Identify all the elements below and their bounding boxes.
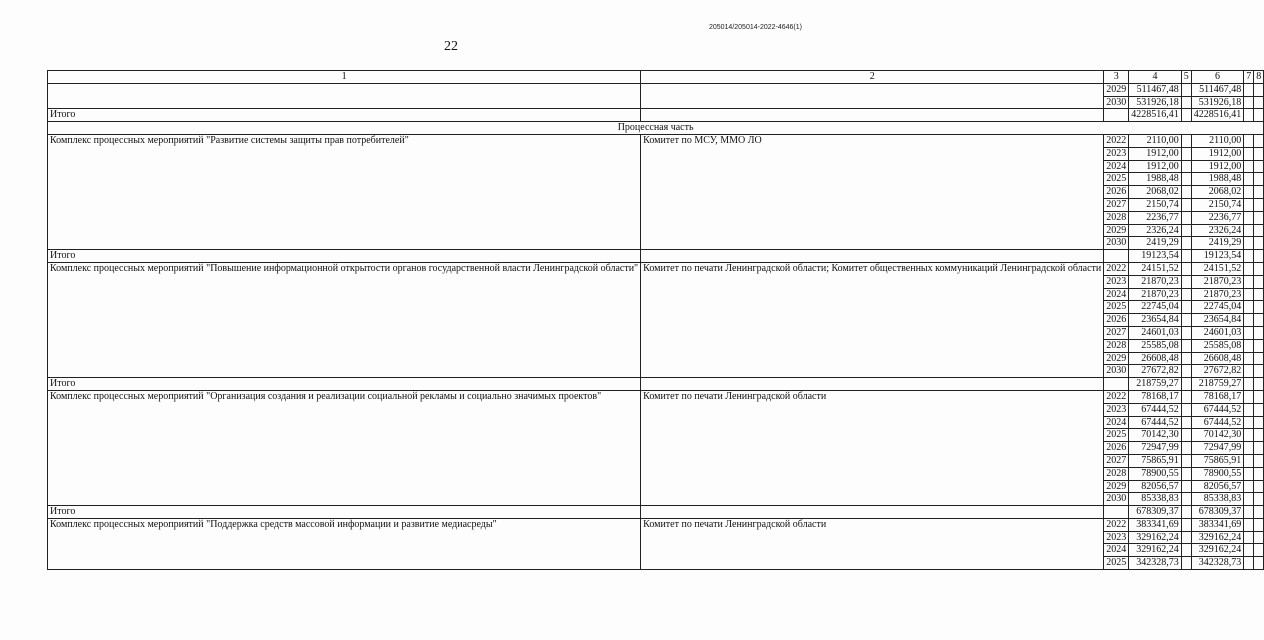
empty-cell	[1254, 557, 1264, 570]
empty-cell	[1181, 442, 1191, 455]
value-col6-cell: 21870,23	[1191, 288, 1244, 301]
value-col4-cell: 2068,02	[1129, 186, 1182, 199]
empty-cell	[1181, 275, 1191, 288]
value-col4-cell: 85338,83	[1129, 493, 1182, 506]
year-cell: 2030	[1104, 365, 1129, 378]
column-header: 4	[1129, 71, 1182, 84]
empty-cell	[1244, 365, 1254, 378]
value-col4-cell: 342328,73	[1129, 557, 1182, 570]
value-col6-cell: 2326,24	[1191, 224, 1244, 237]
value-col4-cell: 24151,52	[1129, 262, 1182, 275]
empty-cell	[1254, 96, 1264, 109]
value-col4-cell: 383341,69	[1129, 518, 1182, 531]
year-cell: 2029	[1104, 352, 1129, 365]
empty-cell	[1254, 134, 1264, 147]
value-col6-cell: 72947,99	[1191, 442, 1244, 455]
empty-cell	[1254, 160, 1264, 173]
total-col6-cell: 678309,37	[1191, 506, 1244, 519]
value-col4-cell: 531926,18	[1129, 96, 1182, 109]
empty-cell	[1244, 250, 1254, 263]
executor-name: Комитет по МСУ, ММО ЛО	[641, 134, 1104, 249]
total-col4-cell: 678309,37	[1129, 506, 1182, 519]
value-col4-cell: 70142,30	[1129, 429, 1182, 442]
column-header: 3	[1104, 71, 1129, 84]
empty-cell	[1254, 454, 1264, 467]
year-cell: 2022	[1104, 134, 1129, 147]
year-cell: 2026	[1104, 186, 1129, 199]
empty-cell	[1244, 339, 1254, 352]
value-col4-cell: 75865,91	[1129, 454, 1182, 467]
empty-cell	[1244, 480, 1254, 493]
empty-cell	[1254, 237, 1264, 250]
empty-cell	[1254, 314, 1264, 327]
value-col4-cell: 1988,48	[1129, 173, 1182, 186]
table-row	[48, 390, 1264, 403]
empty-cell	[1181, 326, 1191, 339]
value-col6-cell: 329162,24	[1191, 531, 1244, 544]
value-col4-cell: 82056,57	[1129, 480, 1182, 493]
column-header: 8	[1254, 71, 1264, 84]
empty-cell	[1254, 480, 1264, 493]
year-cell: 2027	[1104, 326, 1129, 339]
value-col4-cell: 72947,99	[1129, 442, 1182, 455]
value-col6-cell: 25585,08	[1191, 339, 1244, 352]
total-row	[48, 506, 1264, 519]
value-col6-cell: 2150,74	[1191, 198, 1244, 211]
year-cell: 2025	[1104, 557, 1129, 570]
empty-cell	[641, 109, 1104, 122]
empty-cell	[1244, 506, 1254, 519]
budget-table	[47, 70, 1264, 570]
empty-cell	[1181, 390, 1191, 403]
empty-cell	[1244, 275, 1254, 288]
section-title: Процессная часть	[48, 122, 1264, 135]
year-cell: 2027	[1104, 454, 1129, 467]
value-col6-cell: 531926,18	[1191, 96, 1244, 109]
empty-cell	[1181, 288, 1191, 301]
year-cell: 2029	[1104, 224, 1129, 237]
empty-cell	[1244, 454, 1254, 467]
empty-cell	[1244, 442, 1254, 455]
empty-cell	[1181, 211, 1191, 224]
value-col6-cell: 2419,29	[1191, 237, 1244, 250]
empty-cell	[1181, 160, 1191, 173]
value-col6-cell: 70142,30	[1191, 429, 1244, 442]
value-col6-cell: 78168,17	[1191, 390, 1244, 403]
empty-cell	[1244, 109, 1254, 122]
empty-cell	[1181, 378, 1191, 391]
empty-cell	[1254, 467, 1264, 480]
empty-cell	[1254, 403, 1264, 416]
value-col6-cell: 1912,00	[1191, 160, 1244, 173]
value-col6-cell: 1912,00	[1191, 147, 1244, 160]
table-row	[48, 262, 1264, 275]
program-name: Комплекс процессных мероприятий "Поддержка средств массовой информации и развитие медиасреды"	[48, 518, 641, 569]
value-col4-cell: 78168,17	[1129, 390, 1182, 403]
year-cell: 2029	[1104, 480, 1129, 493]
value-col4-cell: 2236,77	[1129, 211, 1182, 224]
total-label: Итого	[48, 250, 641, 263]
empty-cell	[1181, 352, 1191, 365]
program-name: Комплекс процессных мероприятий "Развитие системы защиты прав потребителей"	[48, 134, 641, 249]
empty-cell	[641, 83, 1104, 109]
empty-cell	[1244, 403, 1254, 416]
year-cell: 2025	[1104, 429, 1129, 442]
empty-cell	[1181, 134, 1191, 147]
column-header: 1	[48, 71, 641, 84]
value-col4-cell: 78900,55	[1129, 467, 1182, 480]
empty-cell	[1181, 224, 1191, 237]
empty-cell	[1254, 224, 1264, 237]
table-row	[48, 134, 1264, 147]
empty-cell	[1244, 493, 1254, 506]
empty-cell	[1104, 250, 1129, 263]
value-col6-cell: 2110,00	[1191, 134, 1244, 147]
empty-cell	[1244, 262, 1254, 275]
value-col6-cell: 67444,52	[1191, 403, 1244, 416]
value-col4-cell: 67444,52	[1129, 403, 1182, 416]
empty-cell	[1254, 173, 1264, 186]
empty-cell	[1181, 198, 1191, 211]
empty-cell	[1254, 198, 1264, 211]
empty-cell	[1181, 557, 1191, 570]
empty-cell	[1244, 198, 1254, 211]
year-cell: 2030	[1104, 493, 1129, 506]
empty-cell	[1254, 301, 1264, 314]
value-col6-cell: 24151,52	[1191, 262, 1244, 275]
empty-cell	[1244, 134, 1254, 147]
value-col6-cell: 26608,48	[1191, 352, 1244, 365]
value-col6-cell: 23654,84	[1191, 314, 1244, 327]
year-cell: 2023	[1104, 531, 1129, 544]
column-header: 2	[641, 71, 1104, 84]
empty-cell	[641, 378, 1104, 391]
year-cell: 2028	[1104, 339, 1129, 352]
executor-name: Комитет по печати Ленинградской области	[641, 390, 1104, 505]
year-cell: 2022	[1104, 518, 1129, 531]
value-col4-cell: 511467,48	[1129, 83, 1182, 96]
year-cell: 2030	[1104, 96, 1129, 109]
value-col4-cell: 329162,24	[1129, 531, 1182, 544]
value-col4-cell: 1912,00	[1129, 147, 1182, 160]
empty-cell	[1181, 544, 1191, 557]
year-cell: 2029	[1104, 83, 1129, 96]
empty-cell	[1181, 339, 1191, 352]
page-number: 22	[444, 39, 458, 54]
empty-cell	[1244, 518, 1254, 531]
empty-cell	[1244, 288, 1254, 301]
empty-cell	[1254, 288, 1264, 301]
year-cell: 2025	[1104, 173, 1129, 186]
empty-cell	[1244, 186, 1254, 199]
value-col6-cell: 24601,03	[1191, 326, 1244, 339]
empty-cell	[1244, 352, 1254, 365]
column-header: 6	[1191, 71, 1244, 84]
year-cell: 2022	[1104, 390, 1129, 403]
empty-cell	[1181, 403, 1191, 416]
value-col4-cell: 329162,24	[1129, 544, 1182, 557]
empty-cell	[1244, 173, 1254, 186]
program-name: Комплекс процессных мероприятий "Повышение информационной открытости органов государственной власти Ленинградской области"	[48, 262, 641, 377]
empty-cell	[1244, 531, 1254, 544]
empty-cell	[641, 250, 1104, 263]
empty-cell	[1181, 531, 1191, 544]
empty-cell	[1244, 96, 1254, 109]
total-label: Итого	[48, 109, 641, 122]
executor-name: Комитет по печати Ленинградской области; Комитет общественных коммуникаций Ленинградской области	[641, 262, 1104, 377]
total-col4-cell: 218759,27	[1129, 378, 1182, 391]
empty-cell	[1181, 250, 1191, 263]
total-row	[48, 109, 1264, 122]
empty-cell	[1254, 442, 1264, 455]
empty-cell	[1254, 416, 1264, 429]
empty-cell	[1181, 301, 1191, 314]
program-name: Комплекс процессных мероприятий "Организация создания и реализации социальной рекламы и социально значимых проектов"	[48, 390, 641, 505]
year-cell: 2023	[1104, 403, 1129, 416]
empty-cell	[1181, 109, 1191, 122]
total-label: Итого	[48, 378, 641, 391]
empty-cell	[1181, 237, 1191, 250]
empty-cell	[1104, 378, 1129, 391]
value-col4-cell: 2150,74	[1129, 198, 1182, 211]
empty-cell	[1244, 378, 1254, 391]
empty-cell	[1254, 390, 1264, 403]
empty-cell	[1244, 301, 1254, 314]
empty-cell	[1181, 173, 1191, 186]
empty-cell	[1181, 83, 1191, 96]
year-cell: 2026	[1104, 442, 1129, 455]
value-col4-cell: 24601,03	[1129, 326, 1182, 339]
empty-cell	[1244, 557, 1254, 570]
total-col4-cell: 19123,54	[1129, 250, 1182, 263]
total-label: Итого	[48, 506, 641, 519]
empty-cell	[1181, 454, 1191, 467]
value-col6-cell: 2236,77	[1191, 211, 1244, 224]
empty-cell	[1254, 352, 1264, 365]
total-col4-cell: 4228516,41	[1129, 109, 1182, 122]
empty-cell	[1244, 390, 1254, 403]
value-col4-cell: 21870,23	[1129, 288, 1182, 301]
executor-name: Комитет по печати Ленинградской области	[641, 518, 1104, 569]
value-col6-cell: 383341,69	[1191, 518, 1244, 531]
empty-cell	[1244, 326, 1254, 339]
year-cell: 2024	[1104, 544, 1129, 557]
empty-cell	[1254, 262, 1264, 275]
empty-cell	[1254, 186, 1264, 199]
value-col6-cell: 329162,24	[1191, 544, 1244, 557]
empty-cell	[1244, 211, 1254, 224]
year-cell: 2026	[1104, 314, 1129, 327]
year-cell: 2030	[1104, 237, 1129, 250]
empty-cell	[1181, 365, 1191, 378]
empty-cell	[1181, 518, 1191, 531]
value-col4-cell: 2110,00	[1129, 134, 1182, 147]
empty-cell	[1244, 544, 1254, 557]
empty-cell	[1254, 211, 1264, 224]
empty-cell	[1254, 378, 1264, 391]
column-header: 5	[1181, 71, 1191, 84]
empty-cell	[1181, 96, 1191, 109]
section-row	[48, 122, 1264, 135]
year-cell: 2028	[1104, 467, 1129, 480]
empty-cell	[1244, 429, 1254, 442]
empty-cell	[1244, 314, 1254, 327]
table-row	[48, 83, 1264, 96]
empty-cell	[1254, 506, 1264, 519]
header-row	[48, 71, 1264, 84]
value-col6-cell: 1988,48	[1191, 173, 1244, 186]
empty-cell	[1181, 467, 1191, 480]
empty-cell	[1181, 506, 1191, 519]
value-col4-cell: 2326,24	[1129, 224, 1182, 237]
empty-cell	[1181, 493, 1191, 506]
total-row	[48, 378, 1264, 391]
table-row	[48, 518, 1264, 531]
year-cell: 2022	[1104, 262, 1129, 275]
year-cell: 2028	[1104, 211, 1129, 224]
empty-cell	[1181, 262, 1191, 275]
value-col6-cell: 82056,57	[1191, 480, 1244, 493]
total-col6-cell: 218759,27	[1191, 378, 1244, 391]
empty-cell	[1254, 518, 1264, 531]
empty-cell	[1244, 147, 1254, 160]
empty-cell	[1104, 506, 1129, 519]
value-col4-cell: 26608,48	[1129, 352, 1182, 365]
column-header: 7	[1244, 71, 1254, 84]
year-cell: 2023	[1104, 275, 1129, 288]
value-col6-cell: 78900,55	[1191, 467, 1244, 480]
value-col4-cell: 22745,04	[1129, 301, 1182, 314]
year-cell: 2024	[1104, 416, 1129, 429]
empty-cell	[1181, 480, 1191, 493]
value-col6-cell: 67444,52	[1191, 416, 1244, 429]
value-col6-cell: 27672,82	[1191, 365, 1244, 378]
empty-cell	[1254, 429, 1264, 442]
empty-cell	[1254, 544, 1264, 557]
empty-cell	[1254, 531, 1264, 544]
total-col6-cell: 4228516,41	[1191, 109, 1244, 122]
empty-cell	[1181, 314, 1191, 327]
value-col6-cell: 21870,23	[1191, 275, 1244, 288]
value-col6-cell: 85338,83	[1191, 493, 1244, 506]
empty-cell	[1181, 186, 1191, 199]
value-col4-cell: 21870,23	[1129, 275, 1182, 288]
year-cell: 2024	[1104, 288, 1129, 301]
year-cell: 2027	[1104, 198, 1129, 211]
year-cell: 2024	[1104, 160, 1129, 173]
empty-cell	[1244, 224, 1254, 237]
empty-cell	[1244, 237, 1254, 250]
empty-cell	[1254, 326, 1264, 339]
empty-cell	[1181, 147, 1191, 160]
value-col4-cell: 23654,84	[1129, 314, 1182, 327]
total-row	[48, 250, 1264, 263]
value-col4-cell: 25585,08	[1129, 339, 1182, 352]
empty-cell	[1181, 429, 1191, 442]
empty-cell	[1254, 339, 1264, 352]
empty-cell	[48, 83, 641, 109]
value-col4-cell: 2419,29	[1129, 237, 1182, 250]
value-col6-cell: 511467,48	[1191, 83, 1244, 96]
empty-cell	[1254, 365, 1264, 378]
empty-cell	[1254, 109, 1264, 122]
empty-cell	[1104, 109, 1129, 122]
empty-cell	[641, 506, 1104, 519]
year-cell: 2025	[1104, 301, 1129, 314]
empty-cell	[1181, 416, 1191, 429]
table-body	[48, 71, 1264, 570]
value-col6-cell: 22745,04	[1191, 301, 1244, 314]
value-col6-cell: 342328,73	[1191, 557, 1244, 570]
total-col6-cell: 19123,54	[1191, 250, 1244, 263]
empty-cell	[1244, 83, 1254, 96]
empty-cell	[1244, 416, 1254, 429]
value-col4-cell: 1912,00	[1129, 160, 1182, 173]
value-col4-cell: 27672,82	[1129, 365, 1182, 378]
empty-cell	[1254, 147, 1264, 160]
empty-cell	[1244, 160, 1254, 173]
value-col4-cell: 67444,52	[1129, 416, 1182, 429]
empty-cell	[1254, 493, 1264, 506]
year-cell: 2023	[1104, 147, 1129, 160]
document-id: 205014/205014-2022-4646(1)	[708, 24, 802, 31]
empty-cell	[1254, 275, 1264, 288]
value-col6-cell: 2068,02	[1191, 186, 1244, 199]
empty-cell	[1254, 83, 1264, 96]
empty-cell	[1254, 250, 1264, 263]
value-col6-cell: 75865,91	[1191, 454, 1244, 467]
empty-cell	[1244, 467, 1254, 480]
